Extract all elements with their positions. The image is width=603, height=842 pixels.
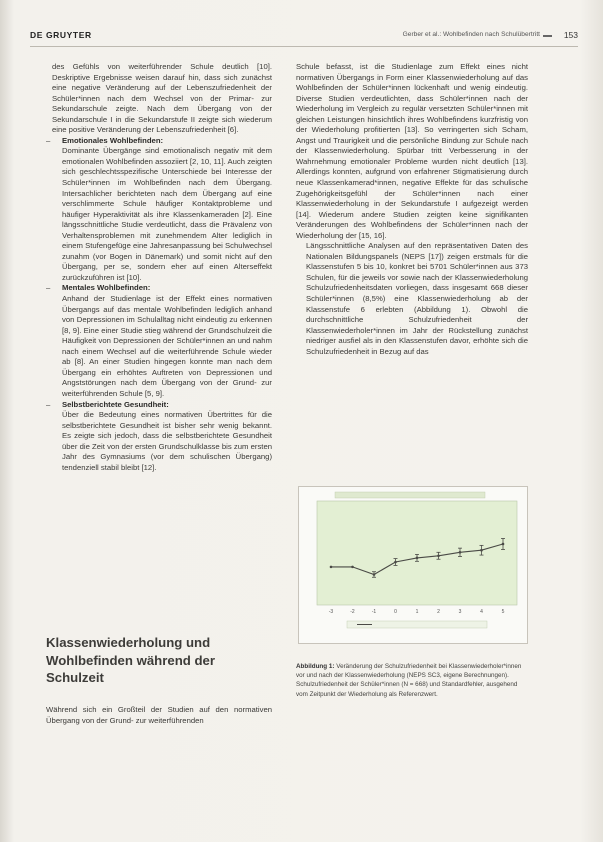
list-item-text: Anhand der Studienlage ist der Effekt eines normativen Übergangs auf das mentale Wohlbefinden lediglich anhand von Depressionen im Schulalltag nicht eindeutig zu erkennen [8, 9]. Eine einer Studie stieg während der Grundschulzeit die Häufigkeit von Depressionen der Schüler*innen an und nahm nach einem Wechsel auf die weiterführende Schule wieder ab [8]. An einer Studien hingegen konnte man nach dem Übergang ein erhöhtes Auftreten von Depressionen und Angststörungen nach dem Übergang von der Grund- zur weiterführenden Schule [5, 9]. bbox=[62, 294, 272, 398]
chart-header-band bbox=[335, 492, 485, 498]
publisher-brand: DE GRUYTER bbox=[30, 30, 92, 40]
list-item bbox=[52, 283, 272, 399]
paragraph: des Gefühls von weiterführender Schule deutlich [10]. Deskriptive Ergebnisse weisen darauf hin, dass sich zunächst eine negative Veränderung auf der Lebenszufriedenheit der Schüler*innen nach dem Wechsel von der Primar- zur Sekundarschule zeigte. Nach dem Übergang von der Sekundarschule I in die Sekundarstufe II zeigte sich wiederum eine positive Veränderung der Lebenszufriedenheit [6]. bbox=[52, 62, 272, 135]
running-title: Gerber et al.: Wohlbefinden nach Schulübertritt bbox=[402, 31, 540, 38]
right-column bbox=[296, 62, 528, 357]
data-point bbox=[416, 557, 419, 560]
plot-area bbox=[317, 501, 517, 605]
x-tick-label: -2 bbox=[350, 609, 355, 615]
x-tick-label: 0 bbox=[394, 609, 397, 615]
data-point bbox=[394, 561, 397, 564]
x-tick-label: 2 bbox=[437, 609, 440, 615]
page-header bbox=[30, 30, 578, 44]
caption-label: Abbildung 1: bbox=[296, 663, 335, 670]
paragraph: Schule befasst, ist die Studienlage zum Effekt eines nicht normativen Übergangs in Form einer Klassenwiederholung auf das Wohlbefinden der Schüler*innen lückenhaft und wenig eindeutig. Diverse Studien verdeutlichten, dass Schüler*innen nach der Wiederholung im Vergleich zu regulär versetzten Schüler*innen mit gleichen Leistungen hinsichtlich ihres Wohlbefindens kurzfristig von der Wiederholung profitierten [13]. So verringerten sich Scham, Angst und Traurigkeit und die persönliche Bindung zur Schule nach der Klassenwiederholung. Spürbar tritt Verbesserung in der Wahrnehmung emotionaler Probleme wurden nicht deutlich [13]. Allerdings konnten, aufgrund von erfahrener Stigmatisierung durch neue Klassenkamerad*innen, negative Effekte für das schulische Zugehörigkeitsgefühl der Schüler*innen nach einer Klassenwiederholung in der Sekundarstufe I aufgezeigt werden [14]. Wiederum andere Studien zeigten keine signifikanten Veränderungen des Wohlbefindens der Schüler*innen nach der Wiederholung der [15, 16]. bbox=[296, 62, 528, 240]
line-chart bbox=[299, 487, 527, 643]
page-number: 153 bbox=[563, 30, 578, 40]
section-body bbox=[46, 705, 272, 726]
paragraph: Längsschnittliche Analysen auf den repräsentativen Daten des Nationalen Bildungspanels (NEPS [17]) zeigen erstmals für die Klassenstufen 5 bis 10, konkret bei 5701 Schüler*innen aus 373 Schulen, für die jeweils vor sowie nach der Klassenwiederholung Schulzufriedenheitsdaten vorliegen, dass insgesamt 668 dieser Schüler*innen (8,5%) eine Klassenwiederholung ab der Klassenstufe 6 erlebten (Abbildung 1). Obwohl die durchschnittliche Schulzufriedenheit der Klassenwiederholer*innen im Jahr der Rückstellung zunächst niedriger ausfiel als in den Klassenstufen davor, erhöhte sich die Schulzufriedenheit in Bezug auf das bbox=[306, 241, 528, 356]
data-point bbox=[351, 566, 354, 569]
figure-caption bbox=[296, 662, 530, 699]
header-dash bbox=[543, 35, 552, 37]
x-tick-label: 3 bbox=[458, 609, 462, 615]
data-point bbox=[502, 543, 505, 546]
x-tick-label: 4 bbox=[480, 609, 483, 615]
data-point bbox=[437, 554, 440, 557]
data-point bbox=[480, 549, 483, 552]
header-rule bbox=[30, 46, 578, 47]
list-item-title: – Mentales Wohlbefinden: bbox=[62, 283, 151, 293]
paragraph: Während sich ein Großteil der Studien auf den normativen Übergang von der Grund- zur weiterführenden bbox=[46, 705, 272, 725]
list-item bbox=[52, 136, 272, 284]
list-item bbox=[52, 400, 272, 474]
data-point bbox=[459, 551, 462, 554]
data-point bbox=[373, 573, 376, 576]
section-heading: Klassenwiederholung und Wohlbefinden während der Schulzeit bbox=[46, 635, 216, 685]
figure-chart bbox=[298, 486, 528, 644]
data-point bbox=[330, 566, 333, 569]
x-tick-label: -1 bbox=[371, 609, 377, 615]
list-item-text: Dominante Übergänge sind emotionalisch negativ mit dem emotionalen Wohlbefinden assoziiert [2, 10, 11]. Auch zeigten sich geschlechtsspezifische Unterschiede bei Interesse der Schüler*innen im Wohlbefinden nach dem Übergang. Intersachlicher berichteten nach dem Übergang auf eine verschlimmerte Schule häufiger Kontaktprobleme und häufiger Hyperaktivität als ihre Klassenkameraden [2]. Eine längsschnittliche Studie verdeutlicht, dass die Prävalenz von Verhaltensproblemen mit zunehmendem Alter lediglich in einem Stufengefüge eine Jahresanpassung bei Schulwechsel zunahm (vor Bogen in Dänemark) und somit nicht auf den Übergang, per se, sondern eher auf einen Alterseffekt zurückzuführen ist [10]. bbox=[62, 146, 272, 282]
x-tick-label: 1 bbox=[415, 609, 419, 615]
list-item-text: Über die Bedeutung eines normativen Übertrittes für die selbstberichtete Gesundheit ist bisher sehr wenig bekannt. Es zeigte sich jedoch, dass die selbstberichtete Gesundheit über die Zeit von der ersten Grundschulklasse bis zum ersten Jahr des Gymnasiums (vor dem schulischen Übergang) tendenziell stabil bleibt [12]. bbox=[62, 410, 272, 472]
x-tick-label: -3 bbox=[328, 609, 334, 615]
left-column bbox=[52, 62, 272, 473]
caption-text: Veränderung der Schulzufriedenheit bei Klassenwiederholer*innen vor und nach der Klassenwiederholung (NEPS SC3, eigene Berechnungen). Schulzufriedenheit der Schüler*innen (N = 668) und Standardfehler, ausgehend vom Zeitpunkt der Wiederholung als Referenzwert. bbox=[296, 663, 522, 698]
x-tick-label: 5 bbox=[501, 609, 505, 615]
list-item-title: – Emotionales Wohlbefinden: bbox=[62, 135, 164, 145]
list-item-title: – Selbstberichtete Gesundheit: bbox=[62, 399, 169, 409]
